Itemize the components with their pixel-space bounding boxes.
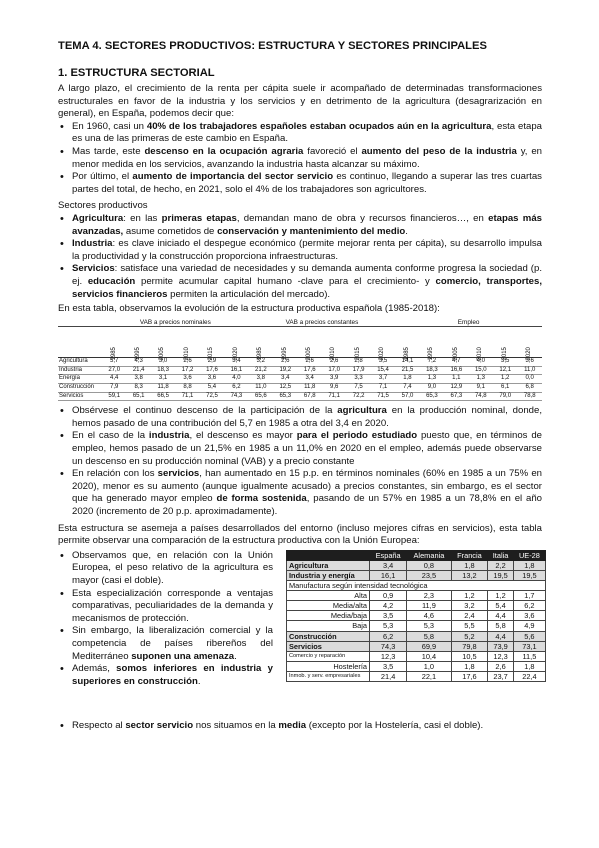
table-group-header: VAB a precios constantes: [249, 319, 396, 327]
table-row: [287, 641, 546, 651]
table-cell: 19,5: [513, 570, 545, 580]
table-cell: 15,0: [469, 366, 493, 375]
row-label: Media/alta: [287, 601, 370, 611]
table-cell: 11,8: [298, 384, 322, 393]
table-cell: 9,6: [322, 384, 346, 393]
table-cell: 17,6: [200, 366, 224, 375]
list-item: • Mas tarde, este descenso en la ocupación agraria favoreció el aumento del peso de la industria y, en menor medida en los servicios, avanzando la industria hasta alcanzar su máximo.: [58, 146, 542, 171]
table-row: [58, 375, 542, 384]
table-cell: 9,1: [469, 384, 493, 393]
row-label: Industria y energía: [287, 570, 370, 580]
table-cell: 13,2: [451, 570, 488, 580]
list-item: • Agricultura: en las primeras etapas, demandan mano de obra y recursos financieros…, en etapas más avanzadas, asume cometidos de conservación y mantenimiento del medio.: [58, 213, 542, 238]
table-cell: 5,6: [513, 631, 545, 641]
table-cell: 7,9: [102, 384, 126, 393]
table-row: [287, 661, 546, 671]
row-label: Manufactura según intensidad tecnológica: [287, 581, 546, 591]
row-label: Comercio y reparación: [287, 651, 370, 661]
table-row: [287, 631, 546, 641]
table-cell: 4,4: [488, 611, 514, 621]
table-cell: 9,0: [420, 384, 444, 393]
table-cell: 3,1: [151, 375, 175, 384]
table-cell: 6,2: [224, 384, 248, 393]
bullet-list-analysis: [58, 405, 542, 518]
list-item: • Servicios: satisface una variedad de necesidades y su demanda aumenta conforme progresa la sociedad (p. ej. educación permite acumular capital humano -clave para el crecimiento- y comercio, transportes, servicios financieros permiten la articulación del mercado).: [58, 263, 542, 301]
table-cell: 0,9: [370, 591, 407, 601]
list-item: • Respecto al sector servicio nos situamos en la media (excepto por la Hostelería, casi el doble).: [58, 720, 542, 733]
table-cell: 19,5: [488, 570, 514, 580]
eu-comparison-block: [58, 550, 542, 720]
table-cell: 12,9: [444, 384, 468, 393]
year-header: 1995: [281, 346, 288, 361]
table-cell: 3,6: [200, 375, 224, 384]
table-cell: 3,8: [249, 375, 273, 384]
table-cell: 17,6: [451, 671, 488, 681]
table-cell: 6,8: [517, 384, 542, 393]
table-row: [287, 570, 546, 580]
row-label: Construcción: [287, 631, 370, 641]
table-cell: 11,8: [151, 384, 175, 393]
year-header: 2015: [354, 346, 361, 361]
table-cell: 4,3: [126, 358, 150, 367]
list-item: • Obsérvese el continuo descenso de la participación de la agricultura en la producción nominal, donde, hemos pasado de una contribución del 5,7 en 1985 a otra del 3,4 en 2020.: [58, 405, 542, 430]
table-cell: 17,9: [346, 366, 370, 375]
table-cell: 65,3: [273, 392, 297, 401]
table-cell: 1,8: [451, 661, 488, 671]
table-cell: 3,5: [370, 661, 407, 671]
list-item: • Industria: es clave iniciado el despegue económico (permite mejorar renta per cápita), su desarrollo impulsa la productividad y la construcción proporciona infraestructuras.: [58, 238, 542, 263]
table-row: [287, 671, 546, 681]
table-cell: 4,2: [370, 601, 407, 611]
table-cell: 14,1: [395, 358, 419, 367]
table-cell: 2,9: [200, 358, 224, 367]
table-group-header: Empleo: [395, 319, 542, 327]
table-cell: 5,3: [370, 621, 407, 631]
table-cell: 72,5: [200, 392, 224, 401]
column-header: UE-28: [513, 550, 545, 560]
table-cell: 3,7: [371, 375, 395, 384]
table-cell: 23,5: [407, 570, 451, 580]
year-header: 2010: [330, 346, 337, 361]
table-cell: 4,0: [469, 358, 493, 367]
table-cell: 15,4: [371, 366, 395, 375]
table-cell: 8,8: [175, 384, 199, 393]
table-cell: 16,1: [370, 570, 407, 580]
column-header: Italia: [488, 550, 514, 560]
table-cell: 21,2: [249, 366, 273, 375]
table-cell: 1,3: [469, 375, 493, 384]
table-cell: 27,0: [102, 366, 126, 375]
table-row: [287, 621, 546, 631]
table-cell: 4,9: [513, 621, 545, 631]
row-label: Inmob. y serv. empresariales: [287, 671, 370, 681]
table-cell: 5,8: [488, 621, 514, 631]
table-cell: 1,1: [444, 375, 468, 384]
year-header: 2015: [501, 346, 508, 361]
table-cell: 11,9: [407, 601, 451, 611]
table-cell: 69,9: [407, 641, 451, 651]
table-cell: 3,6: [175, 375, 199, 384]
section-heading: 1. ESTRUCTURA SECTORIAL: [58, 67, 215, 79]
year-header: 2010: [183, 346, 190, 361]
table-cell: 2,6: [322, 358, 346, 367]
table-row: [58, 358, 542, 367]
table-row: [287, 601, 546, 611]
table-cell: 79,8: [451, 641, 488, 651]
table-cell: 21,5: [395, 366, 419, 375]
table-cell: 21,4: [370, 671, 407, 681]
table2-intro: Esta estructura se asemeja a países desarrollados del entorno (incluso mejores cifras en servicios), esta tabla permite observar una comparación de la estructura productiva con la Unión Europea:: [58, 522, 542, 547]
column-header: España: [370, 550, 407, 560]
table-cell: 0,0: [517, 375, 542, 384]
table-row: [287, 651, 546, 661]
table-cell: 12,3: [370, 651, 407, 661]
list-item: • En el caso de la industria, el descenso es mayor para el periodo estudiado puesto que, en términos de empleo, hemos pasado de un 21,5% en 1985 a un 11,0% en 2020 en el empleo, además puede observarse un descenso en su producción nominal (VAB) y a precio constante: [58, 430, 542, 468]
year-header: 2020: [379, 346, 386, 361]
table-cell: 17,0: [322, 366, 346, 375]
table-cell: 3,6: [513, 611, 545, 621]
table-cell: 4,0: [224, 375, 248, 384]
row-label: Servicios: [58, 392, 102, 401]
table-cell: 71,1: [322, 392, 346, 401]
year-header: 2005: [452, 346, 459, 361]
year-header: 2020: [525, 346, 532, 361]
table-cell: 7,4: [395, 384, 419, 393]
document-page: [58, 40, 542, 732]
table-cell: 65,1: [126, 392, 150, 401]
list-item: • Por último, el aumento de importancia del sector servicio es continuo, llegando a superar las tres cuartas partes del total, de hecho, en 2021, solo el 4% de los trabajadores son agricultores.: [58, 171, 542, 196]
table-cell: 78,8: [517, 392, 542, 401]
table-cell: 79,0: [493, 392, 517, 401]
bullet-list-eu: [58, 550, 273, 689]
table-cell: 7,5: [346, 384, 370, 393]
table-cell: 23,7: [488, 671, 514, 681]
table-cell: 2,3: [407, 591, 451, 601]
table-cell: 59,1: [102, 392, 126, 401]
table-cell: 7,1: [371, 384, 395, 393]
table-cell: 72,2: [346, 392, 370, 401]
table-row: [58, 366, 542, 375]
table-cell: 1,2: [488, 591, 514, 601]
table-cell: 5,4: [200, 384, 224, 393]
bullet-list-sectors: [58, 213, 542, 301]
eu-comparison-table: [286, 550, 546, 682]
table-cell: 57,0: [395, 392, 419, 401]
list-item: • Sin embargo, la liberalización comercial y la competencia de países ribereños del Mediterráneo suponen una amenaza.: [58, 625, 273, 663]
year-header: 2005: [159, 346, 166, 361]
year-header: 1995: [428, 346, 435, 361]
list-item: • Además, somos inferiores en industria y superiores en construcción.: [58, 663, 273, 688]
table-cell: 67,3: [444, 392, 468, 401]
table-cell: 8,3: [126, 384, 150, 393]
table-cell: 1,2: [493, 375, 517, 384]
row-label: Hostelería: [287, 661, 370, 671]
column-header: Alemania: [407, 550, 451, 560]
table-cell: 3,6: [517, 358, 542, 367]
bullet-list-trends: [58, 121, 542, 197]
table-cell: 65,3: [420, 392, 444, 401]
table-cell: 4,6: [407, 611, 451, 621]
list-item: • Esta especialización corresponde a ventajas comparativas, peculiaridades de la demanda y mecanismos de protección.: [58, 588, 273, 626]
list-item: • En 1960, casi un 40% de los trabajadores españoles estaban ocupados aún en la agricultura, esta etapa es una de las primeras de este cambio en España.: [58, 121, 542, 146]
table-cell: 10,4: [407, 651, 451, 661]
table-cell: 71,5: [371, 392, 395, 401]
list-item: • Observamos que, en relación con la Unión Europea, el peso relativo de la agricultura es mayor (casi el doble).: [58, 550, 273, 588]
table-cell: 4,4: [488, 631, 514, 641]
table-cell: 0,8: [407, 560, 451, 570]
row-label: Industria: [58, 366, 102, 375]
table-cell: 17,6: [298, 366, 322, 375]
table-cell: 5,5: [451, 621, 488, 631]
table-cell: 1,0: [407, 661, 451, 671]
table-cell: 3,8: [126, 375, 150, 384]
table-cell: 11,0: [249, 384, 273, 393]
table-cell: 66,5: [151, 392, 175, 401]
table-cell: 5,3: [407, 621, 451, 631]
evolution-table: [58, 319, 542, 402]
table-cell: 6,2: [513, 601, 545, 611]
table-cell: 22,1: [407, 671, 451, 681]
table-cell: 4,4: [102, 375, 126, 384]
table-row: [58, 384, 542, 393]
table-cell: 3,3: [346, 375, 370, 384]
list-item: • En relación con los servicios, han aumentado en 15 p.p. en términos nominales (60% en 1985 a un 75% en 2020), menor es su aumento (aunque igualmente acusado) a precios constantes, sin embargo, es el sector que ha generado mayor empleo de forma sostenida, pasando de un 57% en 1985 a un 78,8% en el año 2020 (incremento de 20 p.p. aproximadamente).: [58, 468, 542, 518]
year-header: 1985: [257, 346, 264, 361]
table-cell: 73,9: [488, 641, 514, 651]
year-header: 2015: [208, 346, 215, 361]
table-cell: 19,2: [273, 366, 297, 375]
table-cell: 3,4: [273, 375, 297, 384]
table-cell: 10,5: [451, 651, 488, 661]
subheading-sectores: Sectores productivos: [58, 200, 148, 212]
table-row: [287, 581, 546, 591]
table-cell: 11,0: [517, 366, 542, 375]
table-cell: 3,0: [151, 358, 175, 367]
table-cell: 74,3: [224, 392, 248, 401]
row-label: Energía: [58, 375, 102, 384]
table-cell: 3,5: [493, 358, 517, 367]
table-cell: 17,2: [175, 366, 199, 375]
table-cell: 73,1: [513, 641, 545, 651]
table-cell: 12,3: [488, 651, 514, 661]
table-row: [287, 560, 546, 570]
table-row: [58, 392, 542, 401]
table-cell: 1,7: [513, 591, 545, 601]
year-header: 1985: [403, 346, 410, 361]
table-cell: 12,5: [273, 384, 297, 393]
table-cell: 7,2: [420, 358, 444, 367]
table-cell: 6,1: [493, 384, 517, 393]
table-cell: 3,4: [370, 560, 407, 570]
table-cell: 3,2: [451, 601, 488, 611]
table-cell: 74,8: [469, 392, 493, 401]
table1-intro: En esta tabla, observamos la evolución de la estructura productiva española (1985-2018):: [58, 303, 440, 315]
table-row: [287, 611, 546, 621]
row-label: Agricultura: [287, 560, 370, 570]
row-label: Media/baja: [287, 611, 370, 621]
table-cell: 3,5: [371, 358, 395, 367]
table-cell: 1,3: [420, 375, 444, 384]
table-cell: 5,8: [407, 631, 451, 641]
table-cell: 5,7: [102, 358, 126, 367]
year-header: 2020: [232, 346, 239, 361]
table-cell: 2,6: [298, 358, 322, 367]
row-label: Servicios: [287, 641, 370, 651]
table-cell: 4,7: [444, 358, 468, 367]
table-cell: 16,6: [444, 366, 468, 375]
column-header: Francia: [451, 550, 488, 560]
row-label: Alta: [287, 591, 370, 601]
table-cell: 2,6: [175, 358, 199, 367]
table-cell: 2,6: [488, 661, 514, 671]
table-cell: 22,4: [513, 671, 545, 681]
table-cell: 2,8: [346, 358, 370, 367]
table-cell: 1,8: [395, 375, 419, 384]
table-cell: 2,2: [488, 560, 514, 570]
year-header: 1985: [110, 346, 117, 361]
table-cell: 5,4: [488, 601, 514, 611]
table-cell: 5,2: [451, 631, 488, 641]
year-header: 2010: [476, 346, 483, 361]
intro-paragraph: A largo plazo, el crecimiento de la renta per cápita suele ir acompañado de determinadas transformaciones estructurales en favor de la industria y los servicios y en detrimento de la agricultura (desagrarización en general), en España, podemos decir que:: [58, 83, 542, 120]
table-cell: 71,1: [175, 392, 199, 401]
year-header: 2005: [305, 346, 312, 361]
row-label: Construcción: [58, 384, 102, 393]
table-row: [287, 591, 546, 601]
table-group-header: VAB a precios nominales: [102, 319, 249, 327]
table-cell: 12,1: [493, 366, 517, 375]
table-cell: 18,3: [151, 366, 175, 375]
table-cell: 3,9: [322, 375, 346, 384]
table-cell: 1,8: [513, 560, 545, 570]
table-cell: 6,2: [370, 631, 407, 641]
table-cell: 1,8: [451, 560, 488, 570]
table-cell: 2,6: [273, 358, 297, 367]
row-label: Agricultura: [58, 358, 102, 367]
table-cell: 1,2: [451, 591, 488, 601]
table-cell: 21,4: [126, 366, 150, 375]
table-cell: 3,4: [224, 358, 248, 367]
table-cell: 11,5: [513, 651, 545, 661]
bullet-list-final: [58, 720, 542, 733]
table-cell: 67,8: [298, 392, 322, 401]
table-cell: 1,8: [513, 661, 545, 671]
table-cell: 16,1: [224, 366, 248, 375]
table-cell: 65,6: [249, 392, 273, 401]
table-cell: 18,3: [420, 366, 444, 375]
table-cell: 3,5: [370, 611, 407, 621]
row-label: Baja: [287, 621, 370, 631]
table-cell: 2,4: [451, 611, 488, 621]
table-cell: 3,4: [298, 375, 322, 384]
table-cell: 3,2: [249, 358, 273, 367]
year-header: 1995: [134, 346, 141, 361]
document-title: TEMA 4. SECTORES PRODUCTIVOS: ESTRUCTURA Y SECTORES PRINCIPALES: [58, 40, 487, 52]
table-cell: 74,3: [370, 641, 407, 651]
